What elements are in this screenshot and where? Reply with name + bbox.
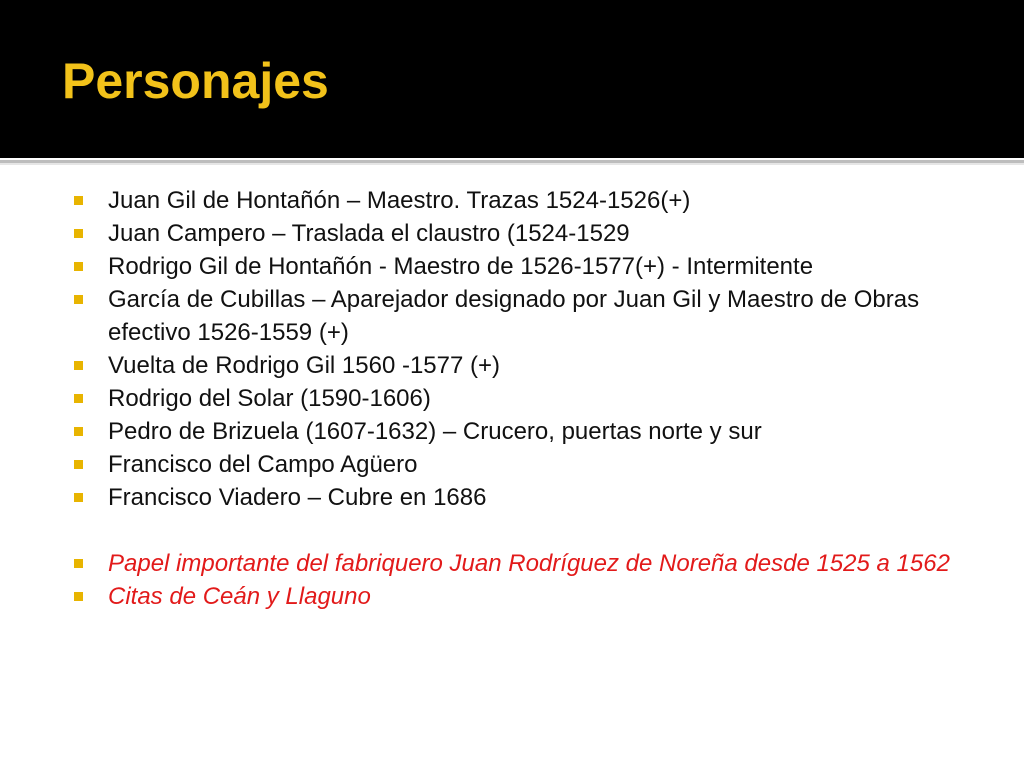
list-item-text: Vuelta de Rodrigo Gil 1560 -1577 (+): [108, 352, 501, 379]
square-bullet-icon: [74, 493, 83, 502]
list-item: [72, 349, 972, 382]
list-item: [72, 250, 972, 283]
list-item: [72, 448, 972, 481]
slide-content: [72, 184, 972, 613]
square-bullet-icon: [74, 559, 83, 568]
list-item: [72, 184, 972, 217]
list-item-text: Francisco del Campo Agüero: [108, 451, 418, 478]
list-item: [72, 415, 972, 448]
list-item: [72, 283, 972, 349]
square-bullet-icon: [74, 394, 83, 403]
note-item: [72, 547, 972, 580]
list-item-text: Pedro de Brizuela (1607-1632) – Crucero, puertas norte y sur: [108, 418, 762, 445]
square-bullet-icon: [74, 361, 83, 370]
list-spacer: [72, 514, 972, 547]
list-item-text: Rodrigo Gil de Hontañón - Maestro de 1526-1577(+) - Intermitente: [108, 253, 814, 280]
square-bullet-icon: [74, 592, 83, 601]
list-item-text: Juan Campero – Traslada el claustro (1524-1529: [108, 220, 630, 247]
bullet-list: [72, 184, 972, 613]
list-item-text: Francisco Viadero – Cubre en 1686: [108, 484, 487, 511]
list-item-text: Juan Gil de Hontañón – Maestro. Trazas 1524-1526(+): [108, 187, 691, 214]
note-item: [72, 580, 972, 613]
note-item-text: Papel importante del fabriquero Juan Rodríguez de Noreña desde 1525 a 1562: [108, 550, 950, 577]
square-bullet-icon: [74, 427, 83, 436]
title-divider-light: [0, 163, 1024, 165]
square-bullet-icon: [74, 229, 83, 238]
list-item-text: García de Cubillas – Aparejador designado por Juan Gil y Maestro de Obras efectivo 1526-1559 (+): [108, 286, 920, 346]
square-bullet-icon: [74, 295, 83, 304]
square-bullet-icon: [74, 460, 83, 469]
slide-title: Personajes: [62, 53, 329, 109]
list-item: [72, 481, 972, 514]
list-item-text: Rodrigo del Solar (1590-1606): [108, 385, 431, 412]
list-item: [72, 382, 972, 415]
note-item-text: Citas de Ceán y Llaguno: [108, 583, 371, 610]
square-bullet-icon: [74, 262, 83, 271]
square-bullet-icon: [74, 196, 83, 205]
list-item: [72, 217, 972, 250]
